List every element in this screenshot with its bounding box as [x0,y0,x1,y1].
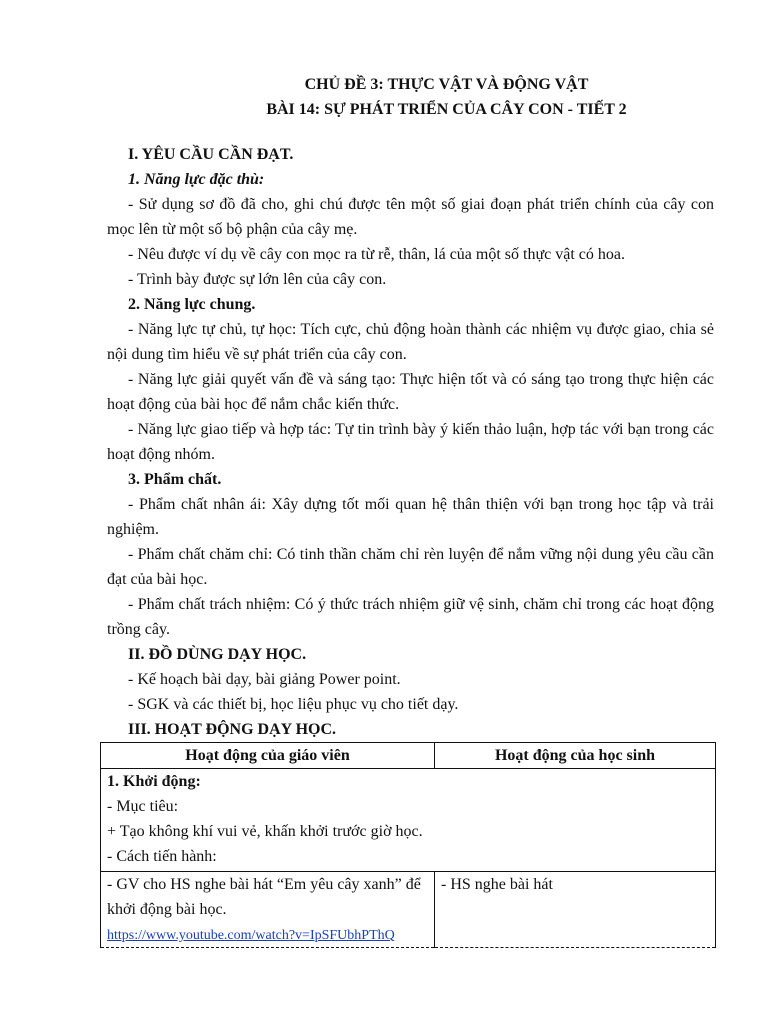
paragraph: - Phẩm chất chăm chỉ: Có tinh thần chăm chỉ rèn luyện để nắm vững nội dung yêu cầu cần đạt của bài học. [107,546,714,588]
section-1-heading: I. YÊU CẦU CẦN ĐẠT. [128,146,294,163]
paragraph: - Năng lực tự chủ, tự học: Tích cực, chủ động hoàn thành các nhiệm vụ được giao, chia sẻ nội dung tìm hiểu về sự phát triển của cây con. [107,321,714,363]
warmup-line: + Tạo không khí vui vẻ, khấn khởi trước giờ học. [107,823,423,840]
warmup-cell [101,769,716,872]
paragraph: - Nêu được ví dụ về cây con mọc ra từ rễ, thân, lá của một số thực vật có hoa. [128,246,625,263]
paragraph: - Năng lực giao tiếp và hợp tác: Tự tin trình bày ý kiến thảo luận, hợp tác với bạn trong các hoạt động nhóm. [107,421,714,463]
section-3-heading: III. HOẠT ĐỘNG DẠY HỌC. [128,721,337,738]
topic-title: CHỦ ĐỀ 3: THỰC VẬT VÀ ĐỘNG VẬT [304,76,589,93]
paragraph: - Phẩm chất trách nhiệm: Có ý thức trách nhiệm giữ vệ sinh, chăm chỉ trong các hoạt động trồng cây. [107,596,714,638]
warmup-line: - Cách tiến hành: [107,848,217,865]
paragraph: - SGK và các thiết bị, học liệu phục vụ cho tiết dạy. [128,696,459,713]
header-student: Hoạt động của học sinh [435,743,716,769]
subsection-2-heading: 2. Năng lực chung. [128,296,256,313]
warmup-heading: 1. Khởi động: [107,773,201,790]
student-cell [435,872,716,948]
song-link[interactable]: https://www.youtube.com/watch?v=IpSFUbhPThQ [107,928,395,943]
warmup-line: - Mục tiêu: [107,798,179,815]
student-activity: - HS nghe bài hát [441,876,553,893]
activities-table [100,742,716,948]
subsection-1-heading: 1. Năng lực đặc thù: [128,171,265,188]
teacher-cell [101,872,435,948]
lesson-title: BÀI 14: SỰ PHÁT TRIỂN CỦA CÂY CON - TIẾT 2 [266,101,627,118]
paragraph: - Trình bày được sự lớn lên của cây con. [128,271,387,288]
table-row [101,872,716,948]
paragraph: - Năng lực giải quyết vấn đề và sáng tạo: Thực hiện tốt và có sáng tạo trong thực hiện các hoạt động của bài học để nắm chắc kiến thức. [107,371,714,413]
subsection-3-heading: 3. Phẩm chất. [128,471,222,488]
paragraph: - Sử dụng sơ đồ đã cho, ghi chú được tên một số giai đoạn phát triển chính của cây con mọc lên từ một số bộ phận của cây mẹ. [107,196,714,238]
header-teacher: Hoạt động của giáo viên [101,743,435,769]
paragraph: - Phẩm chất nhân ái: Xây dựng tốt mối quan hệ thân thiện với bạn trong học tập và trải nghiệm. [107,496,714,538]
table-row [101,769,716,872]
teacher-activity: - GV cho HS nghe bài hát “Em yêu cây xanh” để khởi động bài học. [107,876,421,918]
section-2-heading: II. ĐỒ DÙNG DẠY HỌC. [128,646,307,663]
paragraph: - Kế hoạch bài dạy, bài giảng Power point. [128,671,401,688]
table-header-row [101,743,716,769]
